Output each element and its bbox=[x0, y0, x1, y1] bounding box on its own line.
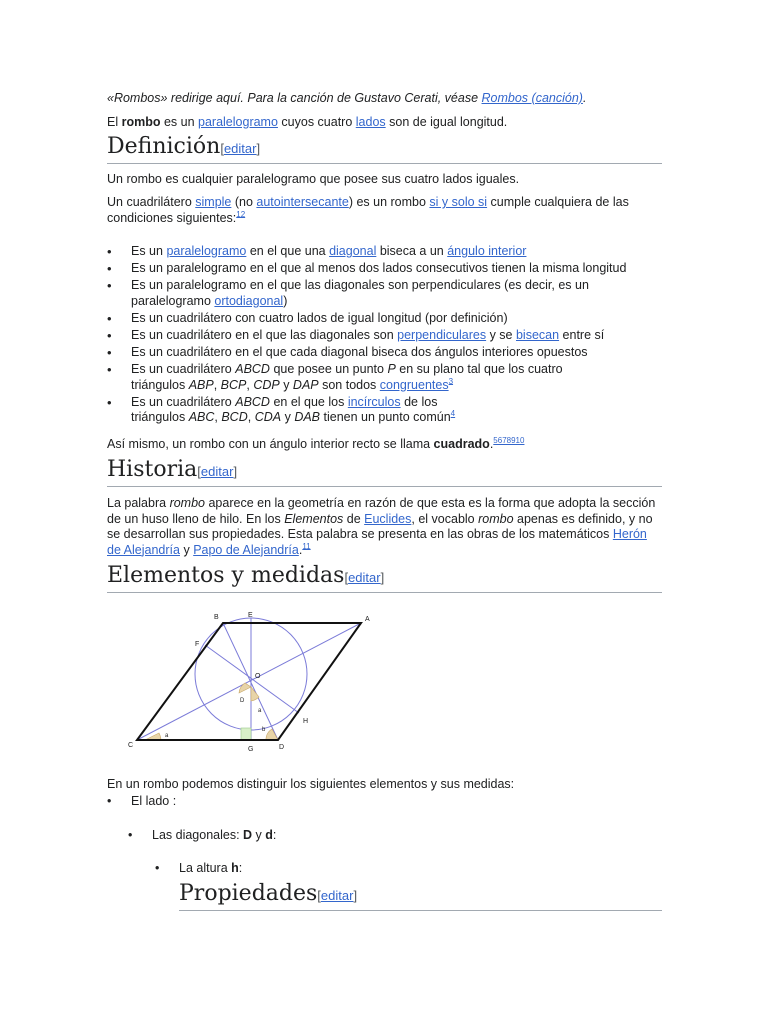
bold-term: rombo bbox=[121, 115, 161, 129]
heading-historia bbox=[107, 457, 662, 487]
label-angle-b: b bbox=[262, 727, 266, 733]
reference-link[interactable]: 12 bbox=[236, 209, 246, 219]
text: , bbox=[247, 410, 255, 425]
text: en el que una bbox=[246, 244, 330, 258]
right-angle-marker bbox=[241, 728, 251, 740]
angulo-interior-link[interactable]: ángulo interior bbox=[447, 244, 527, 258]
label-angle-d: D bbox=[240, 698, 245, 704]
heading-elementos bbox=[107, 563, 662, 593]
heading-text: Elementos y medidas bbox=[107, 563, 345, 588]
text: Es un cuadrilátero bbox=[131, 394, 236, 409]
bracket: [ bbox=[197, 464, 201, 479]
label-f: F bbox=[195, 641, 200, 648]
bracket: ] bbox=[256, 141, 261, 156]
hatnote bbox=[107, 91, 586, 107]
text: Un cuadrilátero bbox=[107, 195, 196, 209]
italic: rombo bbox=[478, 511, 514, 526]
italic: ABCD bbox=[235, 362, 270, 377]
ortodiagonal-link[interactable]: ortodiagonal bbox=[214, 293, 284, 308]
si-y-solo-si-link[interactable]: si y solo si bbox=[429, 195, 488, 209]
angle-marker-o2 bbox=[251, 687, 259, 701]
historia-paragraph bbox=[107, 496, 662, 558]
heading-text: Historia bbox=[107, 457, 198, 482]
list-item-lado bbox=[131, 794, 176, 810]
heron-link[interactable]: Herón de Alejandría bbox=[107, 527, 647, 557]
label-b: B bbox=[214, 614, 219, 621]
hatnote-text: «Rombos» redirige aquí. Para la canción de Gustavo Cerati, véase bbox=[107, 91, 482, 105]
text: y bbox=[281, 410, 295, 425]
edit-section bbox=[197, 464, 237, 479]
italic: CDA bbox=[254, 410, 282, 425]
papo-link[interactable]: Papo de Alejandría bbox=[193, 542, 299, 557]
rombos-cancion-link[interactable]: Rombos (canción) bbox=[481, 91, 583, 105]
text: de los triángulos bbox=[131, 394, 438, 425]
text: Es un paralelogramo en el que las diagonales son perpendiculares (es decir, es un paralelogramo bbox=[131, 278, 589, 308]
autointersecante-link[interactable]: autointersecante bbox=[256, 195, 349, 209]
text: y bbox=[279, 377, 293, 392]
text: Es un cuadrilátero bbox=[131, 362, 236, 377]
definicion-p2 bbox=[107, 195, 662, 226]
congruentes-link[interactable]: congruentes bbox=[379, 377, 449, 392]
angle-marker-d bbox=[266, 729, 278, 740]
edit-link-propiedades[interactable]: editar bbox=[320, 888, 354, 903]
diagonal-link[interactable]: diagonal bbox=[329, 244, 377, 258]
italic: DAP bbox=[292, 377, 319, 392]
text: son todos bbox=[318, 377, 380, 392]
text: y bbox=[179, 542, 194, 557]
text: es un bbox=[160, 115, 199, 129]
text: . bbox=[298, 542, 303, 557]
label-o: O bbox=[255, 673, 261, 680]
elementos-paragraph: En un rombo podemos distinguir los siguientes elementos y sus medidas: bbox=[107, 777, 515, 791]
text: y se bbox=[486, 327, 516, 342]
list-item bbox=[107, 278, 662, 309]
text: apenas es definido, y no se desarrollan sus propiedades. Esta palabra se presenta en las obras de los matemáticos bbox=[107, 511, 653, 541]
list-item-altura bbox=[179, 861, 242, 877]
text: Es un cuadrilátero en el que cada diagonal biseca dos ángulos interiores opuestos bbox=[131, 344, 588, 359]
reference-link[interactable]: 5678910 bbox=[493, 435, 525, 445]
text: biseca a un bbox=[376, 244, 448, 258]
text: La palabra bbox=[107, 496, 170, 510]
perpendiculares-link[interactable]: perpendiculares bbox=[397, 327, 487, 342]
text: , bbox=[246, 377, 254, 392]
paralelogramo-link[interactable]: paralelogramo bbox=[198, 115, 278, 129]
text: Así mismo, un rombo con un ángulo interior recto se llama bbox=[107, 437, 434, 451]
text: (no bbox=[231, 195, 257, 209]
bisecan-link[interactable]: bisecan bbox=[515, 327, 560, 342]
label-e: E bbox=[248, 612, 253, 619]
list-item bbox=[107, 328, 662, 344]
italic: Elementos bbox=[284, 511, 344, 526]
italic: BCD bbox=[221, 410, 248, 425]
bracket: ] bbox=[353, 888, 358, 903]
reference-link[interactable]: 4 bbox=[450, 409, 456, 418]
intro-paragraph bbox=[107, 115, 507, 131]
text: , bbox=[213, 377, 221, 392]
bracket: ] bbox=[380, 570, 385, 585]
text: y bbox=[252, 828, 266, 842]
edit-section bbox=[317, 888, 357, 903]
list-item bbox=[107, 362, 591, 393]
italic: P bbox=[387, 362, 396, 377]
text: La altura bbox=[179, 861, 232, 875]
bracket: ] bbox=[233, 464, 238, 479]
lados-link[interactable]: lados bbox=[355, 115, 386, 129]
edit-link-definicion[interactable]: editar bbox=[223, 141, 257, 156]
hatnote-period: . bbox=[582, 91, 587, 105]
text: ) bbox=[283, 293, 288, 308]
euclides-link[interactable]: Euclides bbox=[364, 511, 412, 526]
heading-propiedades bbox=[179, 881, 662, 911]
text: Es un paralelogramo en el que al menos dos lados consecutivos tienen la misma longitud bbox=[131, 261, 627, 276]
label-angle-a-o: a bbox=[258, 708, 262, 714]
reference-link[interactable]: 3 bbox=[448, 376, 454, 386]
definicion-p1: Un rombo es cualquier paralelogramo que posee sus cuatro lados iguales. bbox=[107, 172, 520, 186]
list-item bbox=[107, 311, 662, 327]
italic: DAB bbox=[294, 410, 321, 425]
text: en su plano tal que los cuatro triángulos bbox=[131, 362, 563, 392]
text: , el vocablo bbox=[411, 511, 479, 526]
label-a: A bbox=[365, 616, 370, 623]
heading-text: Propiedades bbox=[179, 881, 318, 906]
bold-d: D bbox=[243, 828, 253, 842]
text: que posee un punto bbox=[269, 362, 388, 377]
incirculos-link[interactable]: incírculos bbox=[347, 394, 401, 409]
angle-marker-o1 bbox=[239, 683, 251, 693]
list-item bbox=[107, 345, 662, 361]
edit-link-elementos[interactable]: editar bbox=[348, 570, 381, 585]
condiciones-list bbox=[107, 244, 662, 427]
text: cumple cualquiera de las condiciones siguientes: bbox=[107, 195, 629, 225]
list-item-diagonales bbox=[152, 828, 276, 844]
text: : bbox=[272, 828, 277, 842]
text: El lado : bbox=[131, 794, 177, 808]
heading-text: Definición bbox=[107, 134, 221, 159]
text: : bbox=[238, 861, 243, 875]
text: son de igual longitud. bbox=[385, 115, 508, 129]
text: Es un bbox=[131, 244, 167, 258]
list-item bbox=[107, 244, 662, 260]
text: de bbox=[343, 511, 365, 526]
bold-d-small: d bbox=[265, 828, 273, 842]
text: Es un cuadrilátero en el que las diagonales son bbox=[131, 327, 398, 342]
segment-fh bbox=[205, 645, 299, 713]
simple-link[interactable]: simple bbox=[195, 195, 232, 209]
italic: BCP bbox=[220, 377, 247, 392]
text: aparece en la geometría en razón de que esta es la forma que adopta la sección de un huso lleno de hilo. En los bbox=[107, 496, 656, 526]
label-d: D bbox=[279, 744, 285, 751]
edit-section bbox=[220, 141, 260, 156]
text: Las diagonales: bbox=[152, 828, 244, 842]
edit-link-historia[interactable]: editar bbox=[200, 464, 234, 479]
italic: rombo bbox=[169, 496, 205, 510]
italic: CDP bbox=[253, 377, 280, 392]
label-c: C bbox=[128, 742, 134, 749]
rhombus-figure bbox=[125, 605, 387, 757]
reference-link[interactable]: 11 bbox=[302, 541, 311, 551]
text: . bbox=[489, 437, 494, 451]
text: en el que los bbox=[269, 394, 348, 409]
text: entre sí bbox=[559, 327, 605, 342]
label-h: H bbox=[303, 718, 309, 725]
text: ) es un rombo bbox=[348, 195, 430, 209]
bracket: [ bbox=[317, 888, 321, 903]
text: Es un cuadrilátero con cuatro lados de igual longitud (por definición) bbox=[131, 310, 508, 325]
text: , bbox=[214, 410, 222, 425]
text: El bbox=[107, 115, 122, 129]
italic: ABC bbox=[188, 410, 215, 425]
label-g: G bbox=[248, 746, 254, 753]
heading-definicion bbox=[107, 134, 662, 164]
label-angle-a-c: a bbox=[165, 733, 169, 739]
list-item bbox=[107, 395, 461, 426]
text: cuyos cuatro bbox=[277, 115, 356, 129]
bracket: [ bbox=[220, 141, 224, 156]
paralelogramo-link[interactable]: paralelogramo bbox=[166, 244, 247, 258]
list-item bbox=[107, 261, 662, 277]
italic: ABCD bbox=[235, 394, 270, 409]
major-diagonal bbox=[137, 623, 361, 740]
edit-section bbox=[344, 570, 384, 585]
bracket: [ bbox=[344, 570, 349, 585]
bold-term: cuadrado bbox=[433, 437, 490, 451]
bold-h: h bbox=[231, 861, 239, 875]
italic: ABP bbox=[188, 377, 214, 392]
text: tienen un punto común bbox=[320, 410, 451, 425]
definicion-p3 bbox=[107, 437, 524, 453]
